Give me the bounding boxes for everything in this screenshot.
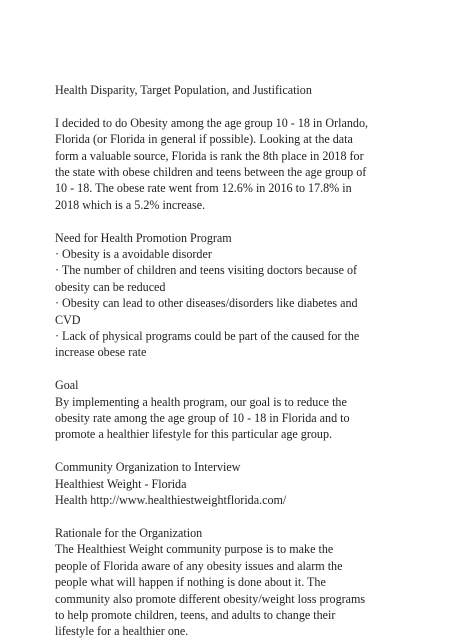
organization-url: Health http://www.healthiestweightflorida.com/ (55, 493, 287, 508)
paragraph-line: promote a healthier lifestyle for this particular age group. (55, 427, 333, 442)
bullet-line: increase obese rate (55, 345, 147, 360)
paragraph-line: 2018 which is a 5.2% increase. (55, 197, 206, 212)
bullet-line: CVD (55, 312, 81, 327)
section-heading (55, 82, 405, 98)
paragraph-line: obesity rate among the age group of 10 - 18 in Florida and to (55, 411, 350, 426)
paragraph-line: 10 - 18. The obese rate went from 12.6% in 2016 to 17.8% in (55, 181, 352, 196)
heading-line: Health Disparity, Target Population, and Justification (55, 83, 312, 97)
paragraph-line: By implementing a health program, our goal is to reduce the (55, 394, 347, 409)
paragraph-line: lifestyle for a healthier one. (55, 624, 189, 639)
paragraph-line: people what will happen if nothing is done about it. The (55, 575, 326, 590)
bullet-line: · Obesity is a avoidable disorder (55, 247, 212, 262)
section-title: Community Organization to Interview (55, 460, 241, 475)
bullet-line: · The number of children and teens visiting doctors because of (55, 263, 358, 278)
section-community-organization (55, 459, 405, 508)
section-title: Rationale for the Organization (55, 525, 203, 540)
paragraph-line: I decided to do Obesity among the age group 10 - 18 in Orlando, (55, 115, 369, 130)
paragraph-line: people of Florida aware of any obesity issues and alarm the (55, 558, 343, 573)
paragraph-line: Florida (or Florida in general if possible). Looking at the data (55, 132, 353, 147)
bullet-line: · Obesity can lead to other diseases/disorders like diabetes and (55, 296, 358, 311)
paragraph-line: The Healthiest Weight community purpose is to make the (55, 542, 334, 557)
paragraph-line: community also promote different obesity/weight loss programs (55, 591, 366, 606)
paragraph-line: form a valuable source, Florida is rank the 8th place in 2018 for (55, 148, 364, 163)
section-disparity-paragraph (55, 115, 405, 213)
section-need-for-program (55, 230, 405, 361)
section-goal (55, 377, 405, 443)
paragraph-line: the state with obese children and teens between the age group of (55, 165, 367, 180)
bullet-line: obesity can be reduced (55, 279, 166, 294)
section-title: Need for Health Promotion Program (55, 230, 232, 245)
organization-name: Healthiest Weight - Florida (55, 476, 187, 491)
section-rationale (55, 525, 405, 640)
paragraph-line: to help promote children, teens, and adults to change their (55, 607, 336, 622)
bullet-line: · Lack of physical programs could be part of the caused for the (55, 329, 360, 344)
section-title: Goal (55, 378, 79, 393)
